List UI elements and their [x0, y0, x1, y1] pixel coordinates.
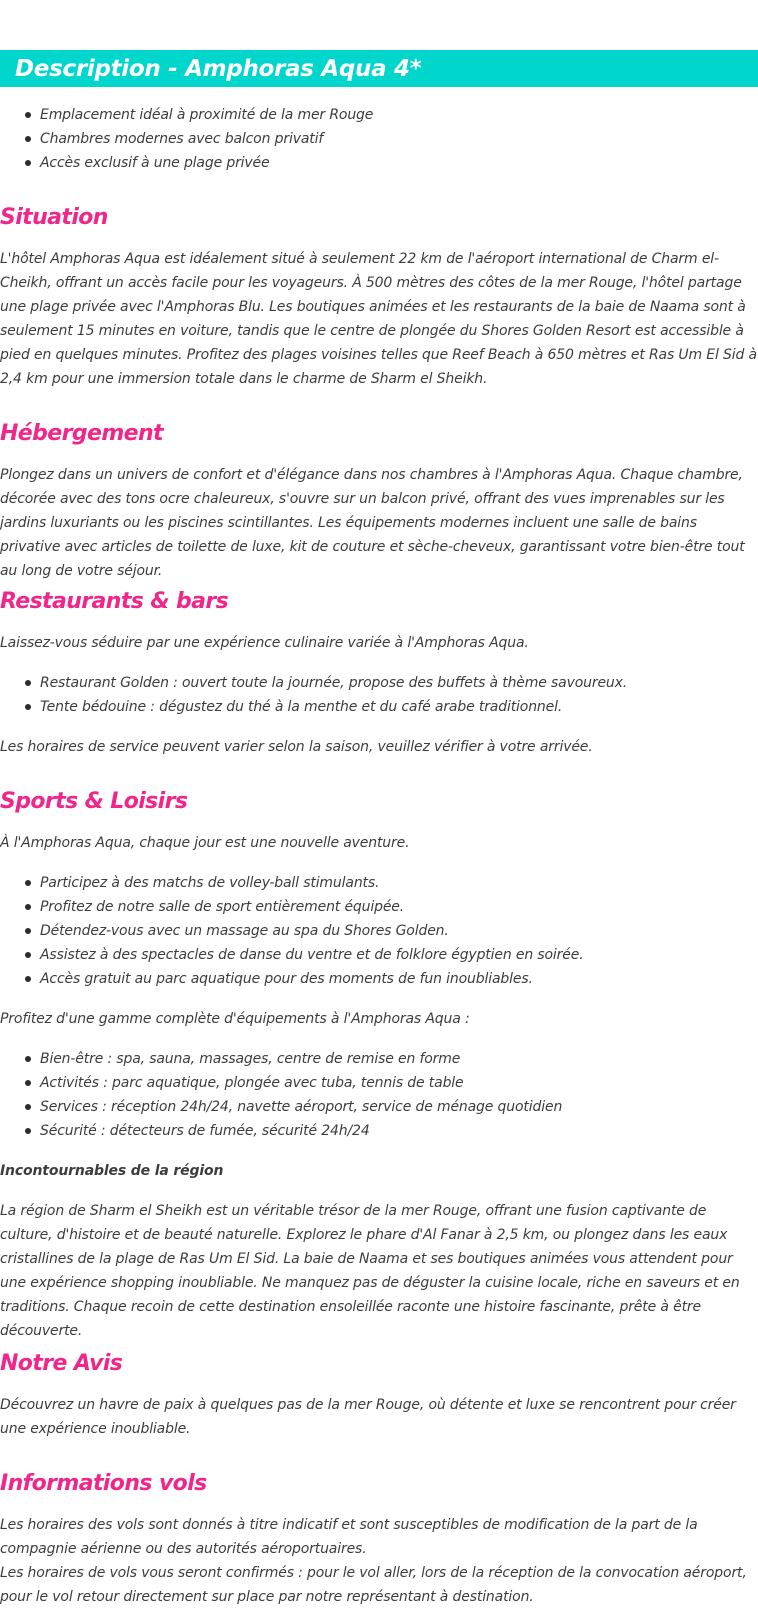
sports-item: Profitez de notre salle de sport entièrement équipée.: [40, 895, 750, 919]
sports-item: Assistez à des spectacles de danse du ventre et de folklore égyptien en soirée.: [40, 943, 750, 967]
equipment-item: Sécurité : détecteurs de fumée, sécurité 24h/24: [40, 1119, 750, 1143]
sports-item: Détendez-vous avec un massage au spa du Shores Golden.: [40, 919, 750, 943]
region-subheading: Incontournables de la région: [0, 1163, 224, 1179]
vols-text-1: Les horaires des vols sont donnés à titre indicatif et sont susceptibles de modification de la part de la compagnie aérienne ou des autorités aéroportuaires.: [0, 1517, 698, 1557]
description-banner: [0, 50, 758, 87]
avis-heading: Notre Avis: [0, 1351, 123, 1376]
vols-heading: Informations vols: [0, 1471, 207, 1496]
hebergement-text: Plongez dans un univers de confort et d'élégance dans nos chambres à l'Amphoras Aqua. Chaque chambre, décorée avec des tons ocre chaleureux, s'ouvre sur un balcon privé, offrant des vues imprenables sur les jardins luxuriants ou les piscines scintillantes. Les équipements modernes incluent une salle de bains privative avec articles de toilette de luxe, kit de couture et sèche-cheveux, garantissant votre bien-être tout au long de votre séjour.: [0, 467, 745, 579]
vols-text-2: Les horaires de vols vous seront confirmés : pour le vol aller, lors de la réception de la convocation aéroport, pour le vol retour directement sur place par notre représentant à destination.: [0, 1565, 747, 1605]
restaurant-item: Tente bédouine : dégustez du thé à la menthe et du café arabe traditionnel.: [40, 695, 750, 719]
equipment-item: Activités : parc aquatique, plongée avec tuba, tennis de table: [40, 1071, 750, 1095]
sports-item: Accès gratuit au parc aquatique pour des moments de fun inoubliables.: [40, 967, 750, 991]
equipment-item: Bien-être : spa, sauna, massages, centre de remise en forme: [40, 1047, 750, 1071]
restaurant-item: Restaurant Golden : ouvert toute la journée, propose des buffets à thème savoureux.: [40, 671, 750, 695]
avis-text: Découvrez un havre de paix à quelques pas de la mer Rouge, où détente et luxe se rencontrent pour créer une expérience inoubliable.: [0, 1397, 736, 1437]
region-text: La région de Sharm el Sheikh est un véritable trésor de la mer Rouge, offrant une fusion captivante de culture, d'histoire et de beauté naturelle. Explorez le phare d'Al Fanar à 2,5 km, ou plongez dans les eaux cristallines de la plage de Ras Um El Sid. La baie de Naama et ses boutiques animées vous attendent pour une expérience shopping inoubliable. Ne manquez pas de déguster la cuisine locale, riche en saveurs et en traditions. Chaque recoin de cette destination ensoleillée raconte une histoire fascinante, prête à être découverte.: [0, 1203, 740, 1339]
sports-heading: Sports & Loisirs: [0, 789, 188, 814]
hebergement-heading: Hébergement: [0, 421, 163, 446]
banner-title: Description - Amphoras Aqua 4*: [15, 55, 422, 82]
restaurants-note: Les horaires de service peuvent varier selon la saison, veuillez vérifier à votre arrivée.: [0, 739, 593, 755]
sports-item: Participez à des matchs de volley-ball stimulants.: [40, 871, 750, 895]
highlight-item: Accès exclusif à une plage privée: [40, 151, 750, 175]
situation-heading: Situation: [0, 205, 108, 230]
situation-text: L'hôtel Amphoras Aqua est idéalement situé à seulement 22 km de l'aéroport international de Charm el-Cheikh, offrant un accès facile pour les voyageurs. À 500 mètres des côtes de la mer Rouge, l'hôtel partage une plage privée avec l'Amphoras Blu. Les boutiques animées et les restaurants de la baie de Naama sont à seulement 15 minutes en voiture, tandis que le centre de plongée du Shores Golden Resort est accessible à pied en quelques minutes. Profitez des plages voisines telles que Reef Beach à 650 mètres et Ras Um El Sid à 2,4 km pour une immersion totale dans le charme de Sharm el Sheikh.: [0, 251, 757, 387]
highlight-item: Chambres modernes avec balcon privatif: [40, 127, 750, 151]
highlight-item: Emplacement idéal à proximité de la mer Rouge: [40, 103, 750, 127]
restaurants-intro: Laissez-vous séduire par une expérience culinaire variée à l'Amphoras Aqua.: [0, 635, 529, 651]
restaurants-heading: Restaurants & bars: [0, 589, 229, 614]
sports-intro: À l'Amphoras Aqua, chaque jour est une nouvelle aventure.: [0, 835, 410, 851]
equipment-intro: Profitez d'une gamme complète d'équipements à l'Amphoras Aqua :: [0, 1011, 470, 1027]
equipment-item: Services : réception 24h/24, navette aéroport, service de ménage quotidien: [40, 1095, 750, 1119]
